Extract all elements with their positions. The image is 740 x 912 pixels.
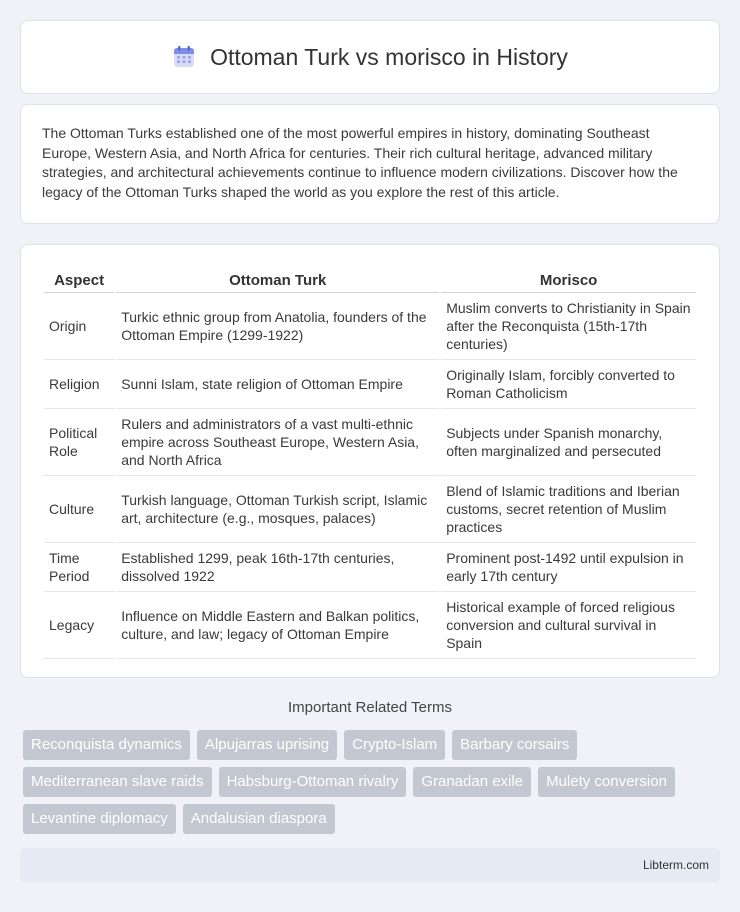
table-row	[44, 543, 696, 592]
related-term-tag[interactable]: Habsburg-Ottoman rivalry	[219, 767, 407, 797]
ottoman-cell: Sunni Islam, state religion of Ottoman Empire	[116, 360, 439, 409]
comparison-table	[42, 263, 698, 659]
aspect-cell: Political Role	[44, 409, 114, 476]
ottoman-cell: Influence on Middle Eastern and Balkan politics, culture, and law; legacy of Ottoman Empire	[116, 592, 439, 659]
ottoman-cell: Turkic ethnic group from Anatolia, founders of the Ottoman Empire (1299-1922)	[116, 293, 439, 360]
morisco-cell: Historical example of forced religious conversion and cultural survival in Spain	[441, 592, 696, 659]
aspect-cell: Religion	[44, 360, 114, 409]
comparison-table-card	[20, 244, 720, 678]
related-term-tag[interactable]: Reconquista dynamics	[23, 730, 190, 760]
aspect-cell: Culture	[44, 476, 114, 543]
morisco-cell: Originally Islam, forcibly converted to Roman Catholicism	[441, 360, 696, 409]
table-header-row	[44, 263, 696, 293]
aspect-cell: Time Period	[44, 543, 114, 592]
morisco-cell: Muslim converts to Christianity in Spain after the Reconquista (15th-17th centuries)	[441, 293, 696, 360]
morisco-cell: Prominent post-1492 until expulsion in early 17th century	[441, 543, 696, 592]
related-term-tag[interactable]: Alpujarras uprising	[197, 730, 337, 760]
calendar-icon	[172, 45, 196, 69]
morisco-cell: Blend of Islamic traditions and Iberian customs, secret retention of Muslim practices	[441, 476, 696, 543]
ottoman-cell: Established 1299, peak 16th-17th centuries, dissolved 1922	[116, 543, 439, 592]
footer	[20, 848, 720, 882]
tag-row	[23, 767, 723, 797]
header-aspect: Aspect	[44, 263, 114, 293]
tag-row	[23, 730, 723, 760]
footer-brand[interactable]: Libterm.com	[642, 858, 709, 872]
related-term-tag[interactable]: Crypto-Islam	[344, 730, 445, 760]
header-morisco: Morisco	[441, 263, 696, 293]
related-term-tag[interactable]: Granadan exile	[413, 767, 531, 797]
aspect-cell: Legacy	[44, 592, 114, 659]
related-term-tag[interactable]: Levantine diplomacy	[23, 804, 176, 834]
related-terms	[23, 730, 723, 841]
related-term-tag[interactable]: Barbary corsairs	[452, 730, 577, 760]
tag-row	[23, 804, 723, 834]
related-term-tag[interactable]: Andalusian diaspora	[183, 804, 335, 834]
table-row	[44, 592, 696, 659]
related-term-tag[interactable]: Mediterranean slave raids	[23, 767, 212, 797]
related-term-tag[interactable]: Mulety conversion	[538, 767, 675, 797]
ottoman-cell: Turkish language, Ottoman Turkish script, Islamic art, architecture (e.g., mosques, palaces)	[116, 476, 439, 543]
header-ottoman-turk: Ottoman Turk	[116, 263, 439, 293]
intro-card	[20, 104, 720, 224]
page-title: Ottoman Turk vs morisco in History	[210, 43, 568, 70]
related-terms-title: Important Related Terms	[288, 699, 452, 716]
aspect-cell: Origin	[44, 293, 114, 360]
ottoman-cell: Rulers and administrators of a vast multi-ethnic empire across Southeast Europe, Western Asia, and North Africa	[116, 409, 439, 476]
intro-paragraph: The Ottoman Turks established one of the most powerful empires in history, dominating Southeast Europe, Western Asia, and North Africa for centuries. Their rich cultural heritage, advanced military strategies, and architectural achievements continue to influence modern civilizations. Discover how the legacy of the Ottoman Turks shaped the world as you explore the rest of this article.	[42, 125, 678, 200]
table-row	[44, 360, 696, 409]
table-row	[44, 293, 696, 360]
table-row	[44, 409, 696, 476]
header	[172, 44, 568, 71]
table-row	[44, 476, 696, 543]
header-card	[20, 20, 720, 94]
morisco-cell: Subjects under Spanish monarchy, often marginalized and persecuted	[441, 409, 696, 476]
